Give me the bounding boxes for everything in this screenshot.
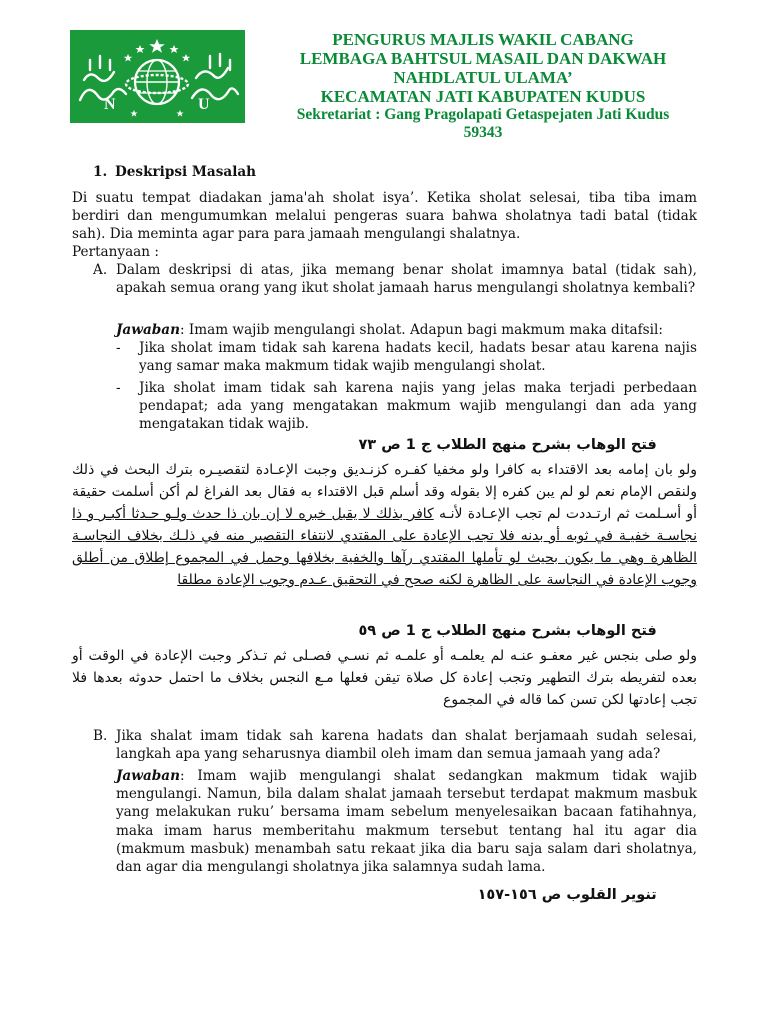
ref1-quote-underlined: كافر بذلك لا يقبل خبره لا إن بان ذا حدث ولـو حـدثا أكبـر و ذا نجاسـة خفيـة في ثوبه أو بدنه فلا تجب الإعادة على المقتدي لانتفاء التقصير منه في ذلـك بخلاف النجاسـة الظاهرة وهي ما يكون بحيث لو تأملها المقتدي رآها والخفية بخلافها وحمل في المجموع إطلاق من أطلق وجوب الإعادة في النجاسة على الظاهرة لكنه صحح في التحقيق عـدم وجوب الإعادة مطلقا: [72, 506, 697, 588]
answer-text: : Imam wajib mengulangi shalat sedangkan makmum tidak wajib mengulangi. Namun, bila dalam shalat jamaah tersebut terdapat makmum masbuk yang melakukan ruku’ bersama imam sebelum menyelesaikan bacaan fatihahnya, maka imam harus memberitahu makmum tersebut tentang hal itu agar dia (makmum masbuk) menambah satu rekaat jika dia baru saja salam dari sholatnya, dan agar dia mengulangi sholatnya jika salamnya sudah lama.: [116, 768, 697, 876]
ref3-heading: [380, 887, 682, 903]
ref1-heading: [250, 437, 682, 453]
ref2-heading: [250, 623, 682, 639]
point-text: Jika sholat imam tidak sah karena najis yang jelas maka terjadi perbedaan pendapat; ada yang mengatakan makmum wajib mengulangi dan ada yang mengatakan tidak wajib.: [139, 380, 697, 433]
ref1-title: فتح الوهاب بشرح منهج الطلاب ج 1 ص ٧٣: [358, 437, 657, 453]
letterhead-line-3: NAHDLATUL ULAMA’: [393, 68, 573, 87]
answer-label: Jawaban: [116, 322, 180, 338]
item-b-question: Jika shalat imam tidak sah karena hadats dan shalat berjamaah sudah selesai, langkah apa yang seharusnya diambil oleh imam dan semua jamaah yang ada?: [116, 728, 697, 763]
point-dash: -: [116, 340, 121, 356]
ref2-quote: ولو صلى بنجس غير معفـو عنـه لم يعلمـه أو علمـه ثم نسـي فصـلى ثم تـذكر وجبت الإعادة في الوقت أو بعده لتفريطه بترك التطهير وتجب إعادة كل صلاة تيقن فعلها مـع النجس بخلاف ما احتمل حدوثه بعدها فلا تجب إعادتها لكن تسن كما قاله في المجموع: [72, 648, 697, 708]
letterhead-address: Sekretariat : Gang Pragolapati Getaspejaten Jati Kudus: [296, 106, 670, 123]
letterhead-line-4: KECAMATAN JATI KABUPATEN KUDUS: [320, 87, 646, 106]
letterhead-line-1: PENGURUS MAJLIS WAKIL CABANG: [332, 30, 634, 49]
section-title-text: Deskripsi Masalah: [115, 164, 257, 180]
letterhead-line-2: LEMBAGA BAHTSUL MASAIL DAN DAKWAH: [299, 49, 667, 68]
letterhead: [258, 30, 708, 142]
item-b-answer: [116, 767, 697, 876]
section-title: [93, 163, 256, 181]
ref3-title: تنوير القلوب ص ١٥٦-١٥٧: [477, 887, 657, 903]
questions-label: Pertanyaan :: [72, 244, 159, 260]
item-b-letter: B.: [93, 728, 108, 744]
point-dash: -: [116, 380, 121, 396]
letterhead-postcode: 59343: [463, 124, 503, 141]
problem-description: Di suatu tempat diadakan jama'ah sholat isya’. Ketika sholat selesai, tiba tiba imam berdiri dan mengumumkan melalui pengeras suara bahwa sholatnya tadi batal (tidak sah). Dia meminta agar para para jamaah mengulangi shalatnya.: [72, 190, 697, 243]
answer-label: Jawaban: [116, 768, 180, 784]
logo-letter-n: N: [104, 96, 116, 113]
ref2-title: فتح الوهاب بشرح منهج الطلاب ج 1 ص ٥٩: [358, 623, 657, 639]
answer-point-1: [116, 339, 697, 375]
item-a-answer: [116, 321, 697, 339]
answer-point-2: [116, 379, 697, 434]
point-text: Jika sholat imam tidak sah karena hadats kecil, hadats besar atau karena najis yang samar maka makmum tidak wajib mengulangi sholat.: [139, 340, 697, 375]
ref1-quote: [72, 459, 697, 591]
nahdlatul-ulama-globe-icon: [70, 30, 245, 123]
section-number: 1.: [93, 164, 108, 180]
ref1-quote-plain: ولو بان إمامه بعد الاقتداء به كافرا ولو مخفيا كفـره كزنـديق وجبت الإعـادة لتقصيـره بترك البحث في ذلك ولنقص الإمام نعم لو لم يبن كفره إلا بقوله وقد أسلم قبل الاقتداء به فقال بعد الفراغ لم أكن أسلمت حقيقة أو أسـلمت ثم ارتـددت لم تجب الإعـادة لأنـه: [72, 462, 698, 522]
item-a-question: Dalam deskripsi di atas, jika memang benar sholat imamnya batal (tidak sah), apakah semua orang yang ikut sholat jamaah harus mengulangi sholatnya kembali?: [116, 262, 697, 297]
logo-letter-u: U: [198, 96, 210, 113]
answer-text: : Imam wajib mengulangi sholat. Adapun bagi makmum maka ditafsil:: [179, 322, 663, 338]
nu-logo: [70, 30, 245, 123]
item-a-letter: A.: [93, 262, 108, 278]
